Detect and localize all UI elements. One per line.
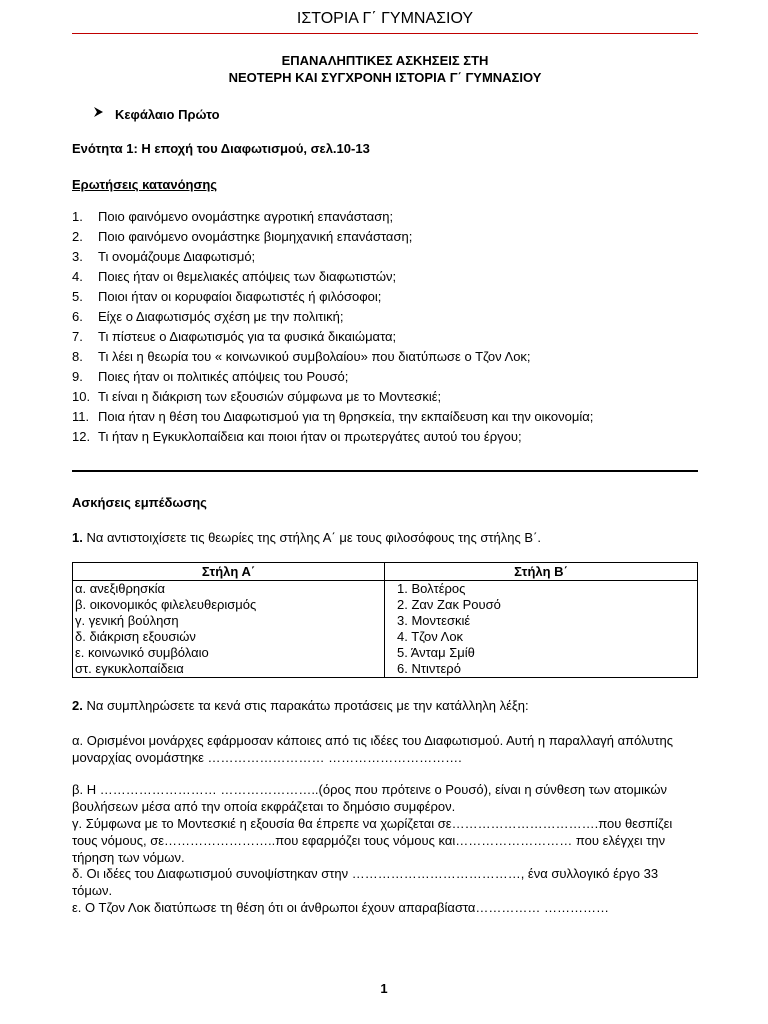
table-row [73,629,698,645]
section-divider [72,470,698,472]
question-text: Τι πίστευε ο Διαφωτισμός για τα φυσικά δικαιώματα; [98,329,397,344]
list-item [72,308,698,328]
exercise-2-instruction [72,697,529,714]
exercises-heading: Ασκήσεις εμπέδωσης [72,495,207,510]
question-number: 12. [72,429,91,444]
column-b-cell: 4. Τζον Λοκ [385,629,698,645]
table-row [73,581,698,598]
column-a-cell: δ. διάκριση εξουσιών [73,629,385,645]
comprehension-question-list [72,208,698,448]
list-item [72,348,698,368]
question-number: 7. [72,329,83,344]
question-number: 1. [72,209,83,224]
column-a-cell: γ. γενική βούληση [73,613,385,629]
question-number: 8. [72,349,83,364]
column-b-cell: 2. Ζαν Ζακ Ρουσό [385,597,698,613]
question-text: Ποιοι ήταν οι κορυφαίοι διαφωτιστές ή φιλόσοφοι; [98,289,382,304]
question-number: 9. [72,369,83,384]
question-text: Τι ονομάζουμε Διαφωτισμό; [98,249,256,264]
list-item [72,248,698,268]
question-text: Τι λέει η θεωρία του « κοινωνικού συμβολαίου» που διατύπωσε ο Τζον Λοκ; [98,349,531,364]
question-text: Τι είναι η διάκριση των εξουσιών σύμφωνα με το Μοντεσκιέ; [98,389,442,404]
exercise-1-instruction [72,529,541,546]
exercise-2-text: Να συμπληρώσετε τα κενά στις παρακάτω προτάσεις με την κατάλληλη λέξη: [82,698,529,713]
comprehension-heading: Ερωτήσεις κατανόησης [72,177,218,192]
question-number: 10. [72,389,91,404]
column-a-cell: στ. εγκυκλοπαίδεια [73,661,385,678]
table-row [73,661,698,678]
question-number: 6. [72,309,83,324]
column-b-cell: 6. Ντιντερό [385,661,698,678]
fill-in-sentence-d: δ. Οι ιδέες του Διαφωτισμού συνοψίστηκαν στην …………………………………, ένα συλλογικό έργο 33 τόμων. [72,866,659,898]
column-a-cell: ε. κοινωνικό συμβόλαιο [73,645,385,661]
fill-in-sentence-b: β. Η ……………………… …………………..(όρος που πρότεινε ο Ρουσό), είναι η σύνθεση των ατομικών βουλήσεων μέσα από την οποία εκφράζεται το δημόσιο συμφέρον. [72,782,667,814]
exercise-1-number: 1. [72,530,83,545]
fill-in-sentence-c: γ. Σύμφωνα με το Μοντεσκιέ η εξουσία θα έπρεπε να χωρίζεται σε…………………………….που θεσπίζει τους νόμους, σε……………………..που εφαρμόζει τους νόμους και……………………… που ελέγχει την τήρηση των νόμων. [72,816,673,865]
arrow-bullet-icon [93,106,105,121]
column-a-cell: β. οικονομικός φιλελευθερισμός [73,597,385,613]
question-number: 4. [72,269,83,284]
fill-in-sentence-e: ε. Ο Τζον Λοκ διατύπωσε τη θέση ότι οι άνθρωποι έχουν απαραβίαστα…………… …………… [72,900,610,915]
question-text: Ποιο φαινόμενο ονομάστηκε αγροτική επανάσταση; [98,209,394,224]
question-text: Ποια ήταν η θέση του Διαφωτισμού για τη θρησκεία, την εκπαίδευση και την οικονομία; [98,409,594,424]
column-b-header: Στήλη Β΄ [385,563,698,581]
question-number: 3. [72,249,83,264]
unit-heading: Ενότητα 1: Η εποχή του Διαφωτισμού, σελ.10-13 [72,141,370,156]
list-item [72,428,698,448]
column-a-cell: α. ανεξιθρησκία [73,581,385,598]
exercise-1-text: Να αντιστοιχίσετε τις θεωρίες της στήλης Α΄ με τους φιλοσόφους της στήλης Β΄. [82,530,542,545]
question-number: 2. [72,229,83,244]
question-text: Τι ήταν η Εγκυκλοπαίδεια και ποιοι ήταν οι πρωτεργάτες αυτού του έργου; [98,429,522,444]
column-b-cell: 3. Μοντεσκιέ [385,613,698,629]
column-a-header: Στήλη Α΄ [73,563,385,581]
header-divider [72,33,698,34]
chapter-heading: Κεφάλαιο Πρώτο [115,107,220,122]
list-item [72,288,698,308]
column-b-cell: 1. Βολτέρος [385,581,698,598]
question-text: Ποιες ήταν οι πολιτικές απόψεις του Ρουσό; [98,369,349,384]
question-number: 5. [72,289,83,304]
question-text: Ποιες ήταν οι θεμελιακές απόψεις των διαφωτιστών; [98,269,397,284]
list-item [72,268,698,288]
exercise-2-number: 2. [72,698,83,713]
fill-in-sentence-a: α. Ορισμένοι μονάρχες εφάρμοσαν κάποιες από τις ιδέες του Διαφωτισμού. Αυτή η παραλλαγή απόλυτης μοναρχίας ονομάστηκε ……………………… …………………………. [72,733,673,765]
list-item [72,368,698,388]
list-item [72,408,698,428]
question-text: Είχε ο Διαφωτισμός σχέση με την πολιτική; [98,309,344,324]
question-text: Ποιο φαινόμενο ονομάστηκε βιομηχανική επανάσταση; [98,229,413,244]
page-number: 1 [380,981,388,996]
matching-table [72,562,698,678]
header-title: ΙΣΤΟΡΙΑ Γ΄ ΓΥΜΝΑΣΙΟΥ [296,10,474,27]
document-title-line-2: ΝΕΟΤΕΡΗ ΚΑΙ ΣΥΓΧΡΟΝΗ ΙΣΤΟΡΙΑ Γ΄ ΓΥΜΝΑΣΙΟΥ [228,70,542,85]
list-item [72,388,698,408]
table-row [73,597,698,613]
question-number: 11. [72,409,90,424]
list-item [72,328,698,348]
list-item [72,228,698,248]
document-title-line-1: ΕΠΑΝΑΛΗΠΤΙΚΕΣ ΑΣΚΗΣΕΙΣ ΣΤΗ [281,53,489,68]
table-row [73,613,698,629]
list-item [72,208,698,228]
column-b-cell: 5. Άνταμ Σμίθ [385,645,698,661]
table-row [73,645,698,661]
